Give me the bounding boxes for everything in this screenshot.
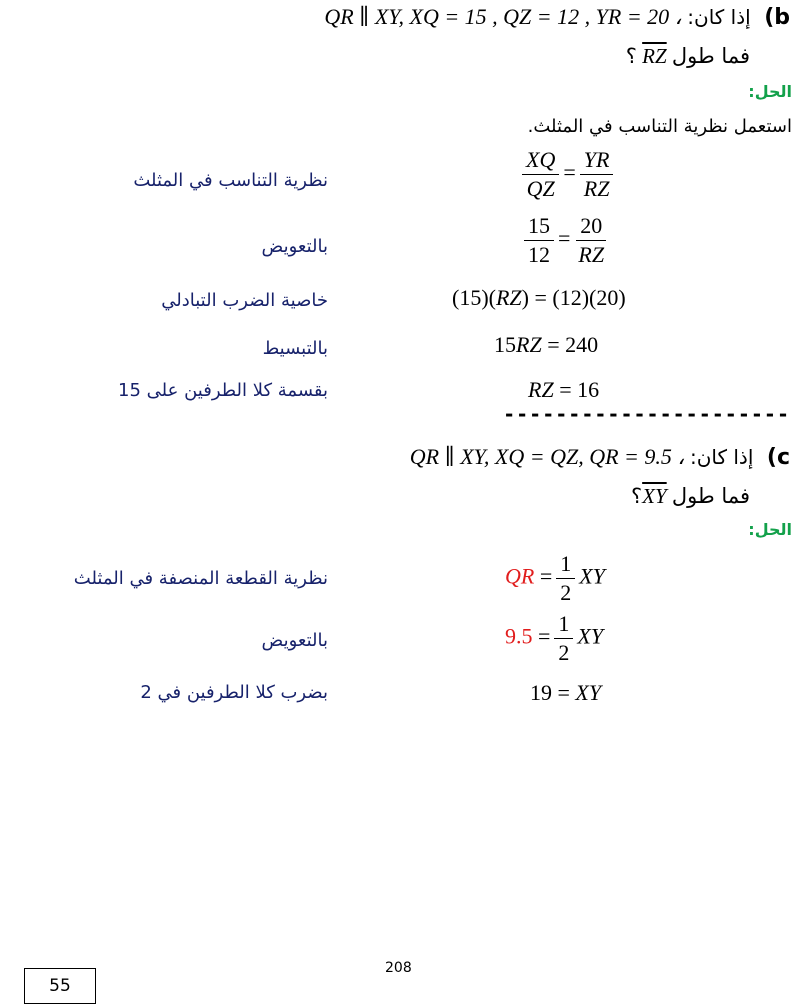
part-c-solution-label: الحل: — [748, 520, 792, 539]
part-b-instruction: استعمل نظرية التناسب في المثلث. — [527, 116, 792, 137]
part-c-question — [631, 484, 750, 509]
part-b-given: QR ∥ XY, XQ = 15 , QZ = 12 , YR = 20 ، — [324, 4, 682, 29]
part-c-question-text: فما طول — [671, 484, 750, 508]
part-c-paren: ) — [766, 445, 777, 470]
part-b-question-text: فما طول — [671, 44, 750, 68]
page-number: 208 — [385, 960, 412, 976]
part-c-step-2-reason: بالتعويض — [261, 630, 328, 651]
part-c-step-3-reason: بضرب كلا الطرفين في 2 — [140, 682, 328, 703]
part-b-solution-label: الحل: — [748, 82, 792, 101]
part-b-question-seg: RZ — [642, 44, 667, 68]
separator-line: ---------------------- — [503, 402, 790, 426]
part-c-step-1-reason: نظرية القطعة المنصفة في المثلث — [73, 568, 328, 589]
part-b-header — [324, 4, 790, 30]
part-b-step-2-reason: بالتعويض — [261, 236, 328, 257]
part-c-question-seg: XY — [642, 484, 667, 508]
part-b-step-3-reason: خاصية الضرب التبادلي — [161, 290, 328, 311]
part-b-question-mark: ؟ — [625, 44, 637, 68]
part-c-step-2-eq: 9.5 = $\frac{1}{2}$ XY — [505, 611, 604, 666]
part-b-paren: ) — [764, 5, 775, 30]
part-b-label: b — [774, 5, 790, 30]
part-b-intro: إذا كان: — [687, 5, 751, 29]
part-b-step-5-reason: بقسمة كلا الطرفين على 15 — [118, 380, 328, 401]
part-b-step-2-eq: $\frac{15}{12}$ = $\frac{20}{RZ}$ — [520, 214, 612, 267]
part-b-step-1-eq: $\frac{XQ}{QZ}$ = $\frac{YR}{RZ}$ — [518, 148, 617, 201]
part-b-step-4-eq: 15RZ = 240 — [494, 332, 599, 357]
page-box-label: 55 — [49, 976, 71, 996]
part-c-step-1-eq: QR = $\frac{1}{2}$ XY — [505, 551, 605, 606]
part-b-step-3-eq: (15)(RZ) = (12)(20) — [452, 285, 626, 310]
part-c-step-3-eq: 19 = XY — [530, 680, 602, 705]
part-b-step-1-reason: نظرية التناسب في المثلث — [133, 170, 328, 191]
part-c-question-mark: ؟ — [631, 484, 643, 508]
part-c-label: c — [776, 445, 790, 470]
part-c-header — [410, 444, 790, 470]
page-box-number — [24, 968, 96, 1004]
part-c-intro: إذا كان: — [689, 445, 754, 469]
part-b-question — [626, 44, 750, 69]
part-b-step-4-reason: بالتبسيط — [262, 338, 328, 359]
part-b-step-5-eq: RZ = 16 — [528, 377, 600, 402]
part-c-given: QR ∥ XY, XQ = QZ, QR = 9.5 ، — [409, 444, 685, 469]
